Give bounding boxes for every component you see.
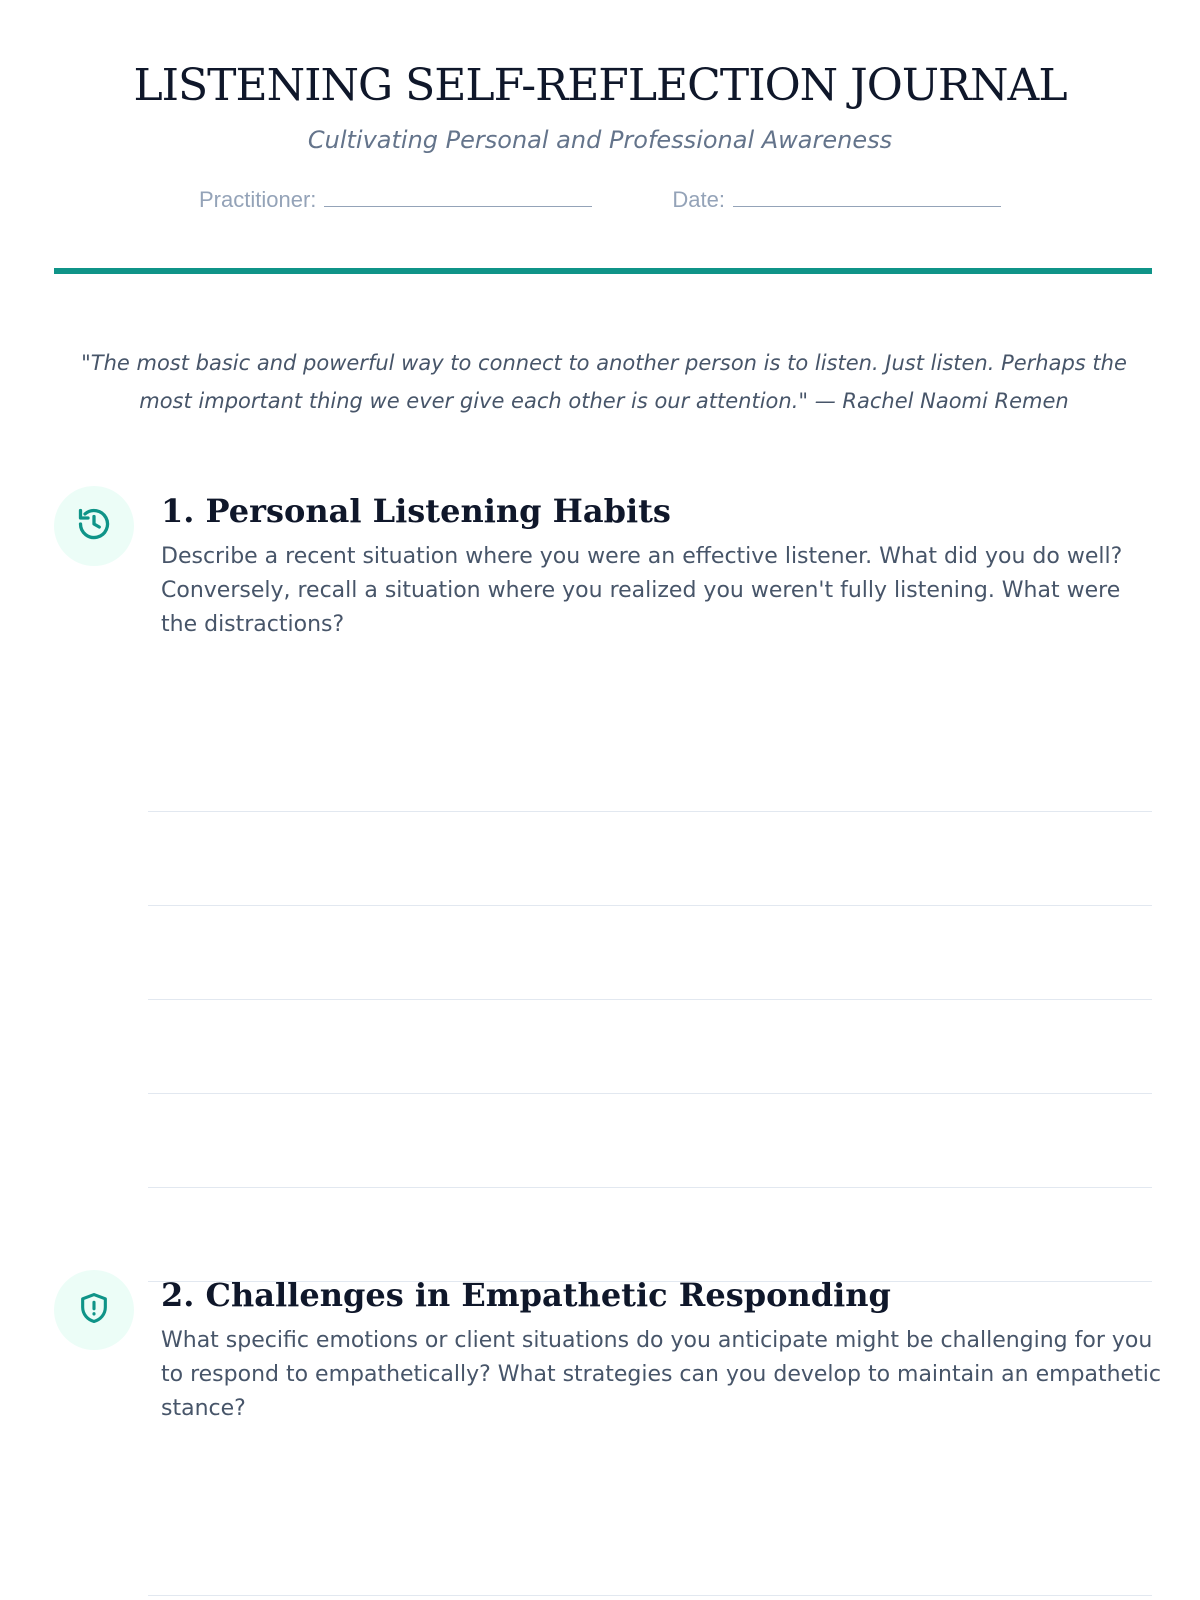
shield-alert-icon xyxy=(77,1291,111,1330)
writing-area[interactable] xyxy=(148,1502,1152,1600)
date-label: Date: xyxy=(672,187,725,212)
writing-line[interactable] xyxy=(148,718,1152,812)
practitioner-label: Practitioner: xyxy=(199,187,317,212)
date-field[interactable] xyxy=(672,184,1001,215)
section-body xyxy=(161,1270,1161,1426)
journal-header xyxy=(0,0,1200,215)
section-description: What specific emotions or client situations do you anticipate might be challenging for you to respond to empathetically? What strategies can you develop to maintain an empathetic stance? xyxy=(161,1328,1161,1421)
section-icon-badge xyxy=(54,1270,134,1350)
header-divider xyxy=(54,268,1152,274)
section-title: 2. Challenges in Empathetic Responding xyxy=(161,1276,891,1314)
writing-line[interactable] xyxy=(148,906,1152,1000)
date-line[interactable] xyxy=(733,184,1001,207)
section-title: 1. Personal Listening Habits xyxy=(161,492,671,530)
page-subtitle: Cultivating Personal and Professional Awareness xyxy=(307,126,893,154)
section-body xyxy=(161,486,1161,642)
practitioner-field[interactable] xyxy=(199,184,592,215)
writing-area[interactable] xyxy=(148,718,1152,1282)
writing-line[interactable] xyxy=(148,1094,1152,1188)
writing-line[interactable] xyxy=(148,1000,1152,1094)
meta-row xyxy=(0,184,1200,215)
section-icon-badge xyxy=(54,486,134,566)
writing-line[interactable] xyxy=(148,1502,1152,1596)
writing-line[interactable] xyxy=(148,1188,1152,1282)
practitioner-line[interactable] xyxy=(324,184,592,207)
quote-text: "The most basic and powerful way to connect to another person is to listen. Just listen. Perhaps the most important thing we ever give each other is our attention." — Rachel Naomi Remen xyxy=(81,351,1127,413)
section-description: Describe a recent situation where you were an effective listener. What did you do well? Conversely, recall a situation where you realized you weren't fully listening. What were the distractions? xyxy=(161,544,1123,637)
page-title: LISTENING SELF-REFLECTION JOURNAL xyxy=(133,60,1067,111)
writing-line[interactable] xyxy=(148,812,1152,906)
history-icon xyxy=(76,506,112,547)
writing-line[interactable] xyxy=(148,1596,1152,1600)
